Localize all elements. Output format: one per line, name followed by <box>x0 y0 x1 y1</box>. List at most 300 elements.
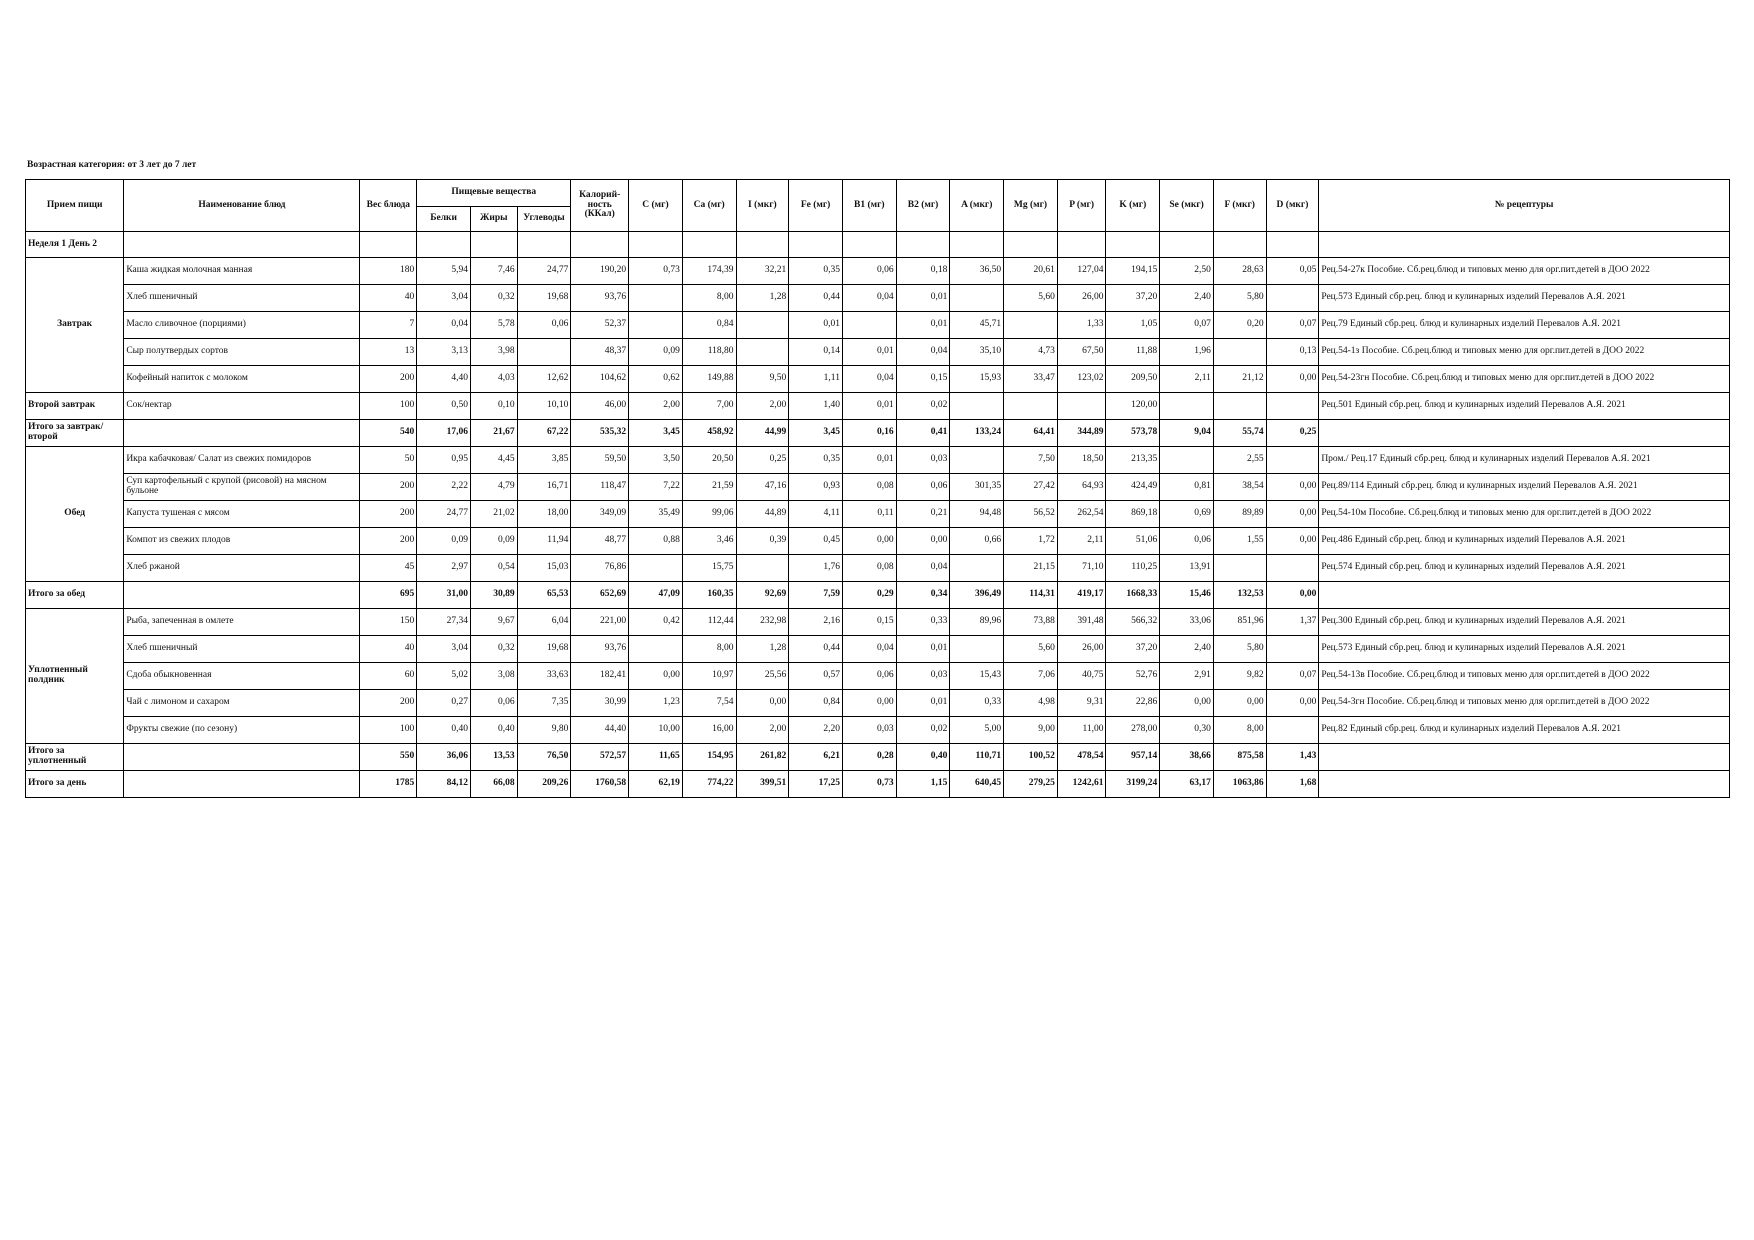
cell-f: 0,20 <box>1213 312 1266 339</box>
cell-p: 419,17 <box>1057 582 1106 609</box>
cell-a: 301,35 <box>950 474 1004 501</box>
cell-k: 52,76 <box>1106 663 1160 690</box>
cell-b2: 0,04 <box>896 339 950 366</box>
cell-mg: 5,60 <box>1004 636 1058 663</box>
cell-mg: 5,60 <box>1004 285 1058 312</box>
recipe-cell <box>1319 771 1730 798</box>
cell-b: 0,04 <box>417 312 471 339</box>
cell-k: 957,14 <box>1106 744 1160 771</box>
table-row <box>26 555 1730 582</box>
cell-c: 3,45 <box>629 420 683 447</box>
cell-ca: 8,00 <box>682 285 736 312</box>
cell-c: 0,88 <box>629 528 683 555</box>
table-row <box>26 393 1730 420</box>
cell-b: 3,04 <box>417 285 471 312</box>
cell-mg: 279,25 <box>1004 771 1058 798</box>
col-se: Se (мкг) <box>1160 180 1214 232</box>
cell-u: 65,53 <box>517 582 571 609</box>
cell-kcal: 48,37 <box>571 339 629 366</box>
cell-u: 11,94 <box>517 528 571 555</box>
cell-ca: 21,59 <box>682 474 736 501</box>
dish-name: Хлеб пшеничный <box>124 285 360 312</box>
cell-se: 0,06 <box>1160 528 1214 555</box>
cell-kcal: 572,57 <box>571 744 629 771</box>
cell-kcal: 76,86 <box>571 555 629 582</box>
cell-w: 150 <box>360 609 417 636</box>
cell-u: 15,03 <box>517 555 571 582</box>
table-row <box>26 717 1730 744</box>
recipe-cell <box>1319 582 1730 609</box>
cell-i: 261,82 <box>736 744 789 771</box>
cell-ca: 3,46 <box>682 528 736 555</box>
cell-c <box>629 312 683 339</box>
cell-b2: 0,02 <box>896 717 950 744</box>
cell-d: 1,37 <box>1266 609 1319 636</box>
cell-mg: 4,73 <box>1004 339 1058 366</box>
cell-b2: 0,21 <box>896 501 950 528</box>
col-b2: B2 (мг) <box>896 180 950 232</box>
cell-k: 3199,24 <box>1106 771 1160 798</box>
cell-u: 18,00 <box>517 501 571 528</box>
table-row <box>26 339 1730 366</box>
cell-kcal: 44,40 <box>571 717 629 744</box>
cell-se: 0,07 <box>1160 312 1214 339</box>
cell-kcal: 652,69 <box>571 582 629 609</box>
cell-b2: 0,02 <box>896 393 950 420</box>
cell-zh: 5,78 <box>470 312 517 339</box>
cell-c: 62,19 <box>629 771 683 798</box>
cell-a: 15,43 <box>950 663 1004 690</box>
col-mg: Mg (мг) <box>1004 180 1058 232</box>
cell-u: 3,85 <box>517 447 571 474</box>
table-row <box>26 474 1730 501</box>
cell-b: 5,02 <box>417 663 471 690</box>
cell-k: 1,05 <box>1106 312 1160 339</box>
cell-b2: 0,15 <box>896 366 950 393</box>
cell-fe: 0,35 <box>789 258 843 285</box>
cell-k: 209,50 <box>1106 366 1160 393</box>
total-label: Итого за обед <box>26 582 124 609</box>
col-b1: B1 (мг) <box>842 180 896 232</box>
cell-k: 37,20 <box>1106 636 1160 663</box>
cell-w: 200 <box>360 366 417 393</box>
cell-w: 180 <box>360 258 417 285</box>
cell-w: 7 <box>360 312 417 339</box>
cell-b1: 0,29 <box>842 582 896 609</box>
cell-p: 1242,61 <box>1057 771 1106 798</box>
cell-f: 5,80 <box>1213 636 1266 663</box>
col-k: K (мг) <box>1106 180 1160 232</box>
cell-a: 15,93 <box>950 366 1004 393</box>
cell-p: 18,50 <box>1057 447 1106 474</box>
col-calories: Калорий-ность (ККал) <box>571 180 629 232</box>
cell-b2: 1,15 <box>896 771 950 798</box>
cell-b2: 0,34 <box>896 582 950 609</box>
cell-b1: 0,73 <box>842 771 896 798</box>
cell-fe: 0,57 <box>789 663 843 690</box>
cell-mg: 21,15 <box>1004 555 1058 582</box>
table-row <box>26 366 1730 393</box>
cell-b1: 0,01 <box>842 339 896 366</box>
cell-b: 0,50 <box>417 393 471 420</box>
cell-u: 19,68 <box>517 636 571 663</box>
cell-f: 1,55 <box>1213 528 1266 555</box>
total-dish-cell <box>124 420 360 447</box>
cell-mg: 9,00 <box>1004 717 1058 744</box>
cell-se: 2,40 <box>1160 636 1214 663</box>
cell-ca: 112,44 <box>682 609 736 636</box>
cell-mg: 100,52 <box>1004 744 1058 771</box>
cell-zh: 0,32 <box>470 285 517 312</box>
cell-a: 396,49 <box>950 582 1004 609</box>
dish-name: Суп картофельный с крупой (рисовой) на мясном бульоне <box>124 474 360 501</box>
cell-w: 100 <box>360 717 417 744</box>
cell-i <box>736 555 789 582</box>
cell-b1: 0,08 <box>842 555 896 582</box>
cell-p: 1,33 <box>1057 312 1106 339</box>
cell-i: 0,39 <box>736 528 789 555</box>
table-row <box>26 609 1730 636</box>
cell-f <box>1213 393 1266 420</box>
cell-b2: 0,40 <box>896 744 950 771</box>
total-row <box>26 771 1730 798</box>
cell-c <box>629 285 683 312</box>
total-dish-cell <box>124 744 360 771</box>
col-nutrients: Пищевые вещества <box>417 180 571 207</box>
cell-ca: 8,00 <box>682 636 736 663</box>
cell-kcal: 93,76 <box>571 285 629 312</box>
cell-p: 11,00 <box>1057 717 1106 744</box>
cell-w: 200 <box>360 528 417 555</box>
cell-p: 67,50 <box>1057 339 1106 366</box>
cell-zh: 3,08 <box>470 663 517 690</box>
cell-b1 <box>842 312 896 339</box>
cell-i: 92,69 <box>736 582 789 609</box>
cell-zh: 13,53 <box>470 744 517 771</box>
recipe-cell: Рец.574 Единый сбр.рец. блюд и кулинарных изделий Перевалов А.Я. 2021 <box>1319 555 1730 582</box>
cell-c: 47,09 <box>629 582 683 609</box>
cell-w: 60 <box>360 663 417 690</box>
cell-d: 0,00 <box>1266 690 1319 717</box>
table-row <box>26 285 1730 312</box>
dish-name: Хлеб ржаной <box>124 555 360 582</box>
cell-k: 194,15 <box>1106 258 1160 285</box>
cell-fe: 1,11 <box>789 366 843 393</box>
cell-fe: 0,35 <box>789 447 843 474</box>
total-label: Итого за уплотненный <box>26 744 124 771</box>
cell-p: 391,48 <box>1057 609 1106 636</box>
total-label: Итого за завтрак/второй <box>26 420 124 447</box>
recipe-cell: Рец.54-23гн Пособие. Сб.рец.блюд и типовых меню для орг.пит.детей в ДОО 2022 <box>1319 366 1730 393</box>
cell-w: 1785 <box>360 771 417 798</box>
cell-kcal: 190,20 <box>571 258 629 285</box>
cell-u: 0,06 <box>517 312 571 339</box>
cell-fe: 2,16 <box>789 609 843 636</box>
cell-d <box>1266 393 1319 420</box>
cell-a: 89,96 <box>950 609 1004 636</box>
col-ca: Ca (мг) <box>682 180 736 232</box>
cell-mg: 114,31 <box>1004 582 1058 609</box>
cell-w: 540 <box>360 420 417 447</box>
cell-i: 32,21 <box>736 258 789 285</box>
cell-b2: 0,18 <box>896 258 950 285</box>
recipe-cell: Рец.501 Единый сбр.рец. блюд и кулинарных изделий Перевалов А.Я. 2021 <box>1319 393 1730 420</box>
cell-k: 110,25 <box>1106 555 1160 582</box>
cell-b1: 0,00 <box>842 690 896 717</box>
cell-se: 0,69 <box>1160 501 1214 528</box>
dish-name: Фрукты свежие (по сезону) <box>124 717 360 744</box>
cell-ca: 15,75 <box>682 555 736 582</box>
cell-b1: 0,04 <box>842 636 896 663</box>
cell-fe: 0,84 <box>789 690 843 717</box>
cell-se: 0,81 <box>1160 474 1214 501</box>
cell-b: 31,00 <box>417 582 471 609</box>
cell-kcal: 30,99 <box>571 690 629 717</box>
cell-d: 0,00 <box>1266 528 1319 555</box>
cell-b: 3,04 <box>417 636 471 663</box>
cell-a <box>950 393 1004 420</box>
cell-fe: 0,45 <box>789 528 843 555</box>
cell-se: 13,91 <box>1160 555 1214 582</box>
cell-a: 36,50 <box>950 258 1004 285</box>
cell-ca: 774,22 <box>682 771 736 798</box>
cell-p: 344,89 <box>1057 420 1106 447</box>
cell-w: 200 <box>360 474 417 501</box>
cell-p: 26,00 <box>1057 636 1106 663</box>
cell-mg: 56,52 <box>1004 501 1058 528</box>
cell-ca: 20,50 <box>682 447 736 474</box>
cell-a: 640,45 <box>950 771 1004 798</box>
cell-i: 232,98 <box>736 609 789 636</box>
cell-b: 0,40 <box>417 717 471 744</box>
cell-k: 22,86 <box>1106 690 1160 717</box>
cell-u: 6,04 <box>517 609 571 636</box>
cell-se <box>1160 393 1214 420</box>
dish-name: Икра кабачковая/ Салат из свежих помидоров <box>124 447 360 474</box>
cell-b: 4,40 <box>417 366 471 393</box>
col-weight: Вес блюда <box>360 180 417 232</box>
cell-kcal: 93,76 <box>571 636 629 663</box>
age-category: Возрастная категория: от 3 лет до 7 лет <box>27 160 197 170</box>
cell-ca: 10,97 <box>682 663 736 690</box>
cell-ca: 118,80 <box>682 339 736 366</box>
total-row <box>26 744 1730 771</box>
cell-mg: 64,41 <box>1004 420 1058 447</box>
cell-i: 0,25 <box>736 447 789 474</box>
cell-f <box>1213 555 1266 582</box>
cell-b1: 0,01 <box>842 393 896 420</box>
total-row <box>26 420 1730 447</box>
cell-ca: 0,84 <box>682 312 736 339</box>
cell-se: 2,11 <box>1160 366 1214 393</box>
recipe-cell: Рец.300 Единый сбр.рец. блюд и кулинарных изделий Перевалов А.Я. 2021 <box>1319 609 1730 636</box>
cell-b1: 0,04 <box>842 366 896 393</box>
cell-b: 0,27 <box>417 690 471 717</box>
cell-b: 24,77 <box>417 501 471 528</box>
cell-zh: 0,32 <box>470 636 517 663</box>
cell-zh: 0,54 <box>470 555 517 582</box>
cell-w: 200 <box>360 501 417 528</box>
cell-p: 71,10 <box>1057 555 1106 582</box>
cell-a: 0,33 <box>950 690 1004 717</box>
cell-f: 9,82 <box>1213 663 1266 690</box>
table-row <box>26 663 1730 690</box>
cell-w: 40 <box>360 636 417 663</box>
cell-ca: 7,54 <box>682 690 736 717</box>
cell-b1: 0,00 <box>842 528 896 555</box>
cell-f: 5,80 <box>1213 285 1266 312</box>
cell-w: 13 <box>360 339 417 366</box>
cell-i: 25,56 <box>736 663 789 690</box>
dish-name: Сыр полутвердых сортов <box>124 339 360 366</box>
cell-b: 2,97 <box>417 555 471 582</box>
cell-a <box>950 555 1004 582</box>
cell-w: 100 <box>360 393 417 420</box>
cell-fe: 0,44 <box>789 636 843 663</box>
cell-a: 94,48 <box>950 501 1004 528</box>
cell-b: 0,95 <box>417 447 471 474</box>
cell-w: 45 <box>360 555 417 582</box>
cell-se: 15,46 <box>1160 582 1214 609</box>
dish-name: Рыба, запеченная в омлете <box>124 609 360 636</box>
cell-c: 3,50 <box>629 447 683 474</box>
cell-b2: 0,01 <box>896 312 950 339</box>
cell-a <box>950 636 1004 663</box>
cell-i <box>736 339 789 366</box>
recipe-cell: Рец.54-1з Пособие. Сб.рец.блюд и типовых меню для орг.пит.детей в ДОО 2022 <box>1319 339 1730 366</box>
cell-d <box>1266 285 1319 312</box>
cell-kcal: 48,77 <box>571 528 629 555</box>
cell-zh: 4,79 <box>470 474 517 501</box>
dish-name: Сок/нектар <box>124 393 360 420</box>
cell-f: 875,58 <box>1213 744 1266 771</box>
cell-ca: 99,06 <box>682 501 736 528</box>
cell-f: 38,54 <box>1213 474 1266 501</box>
cell-d <box>1266 717 1319 744</box>
recipe-cell: Рец.54-27к Пособие. Сб.рец.блюд и типовых меню для орг.пит.детей в ДОО 2022 <box>1319 258 1730 285</box>
menu-table <box>25 179 1730 798</box>
dish-name: Сдоба обыкновенная <box>124 663 360 690</box>
cell-w: 40 <box>360 285 417 312</box>
cell-b1: 0,08 <box>842 474 896 501</box>
cell-zh: 0,10 <box>470 393 517 420</box>
dish-name: Масло сливочное (порциями) <box>124 312 360 339</box>
cell-kcal: 182,41 <box>571 663 629 690</box>
cell-d: 0,25 <box>1266 420 1319 447</box>
cell-kcal: 221,00 <box>571 609 629 636</box>
cell-u: 24,77 <box>517 258 571 285</box>
cell-d: 0,00 <box>1266 501 1319 528</box>
cell-a: 5,00 <box>950 717 1004 744</box>
dish-name: Компот из свежих плодов <box>124 528 360 555</box>
cell-c: 0,62 <box>629 366 683 393</box>
cell-mg: 4,98 <box>1004 690 1058 717</box>
cell-f: 28,63 <box>1213 258 1266 285</box>
cell-fe: 1,40 <box>789 393 843 420</box>
cell-c: 0,09 <box>629 339 683 366</box>
cell-b2: 0,01 <box>896 285 950 312</box>
cell-k: 37,20 <box>1106 285 1160 312</box>
recipe-cell: Рец.89/114 Единый сбр.рец. блюд и кулинарных изделий Перевалов А.Я. 2021 <box>1319 474 1730 501</box>
cell-kcal: 1760,58 <box>571 771 629 798</box>
cell-zh: 30,89 <box>470 582 517 609</box>
cell-zh: 4,45 <box>470 447 517 474</box>
table-row <box>26 312 1730 339</box>
meal-label: Уплотненный полдник <box>26 609 124 744</box>
cell-mg: 1,72 <box>1004 528 1058 555</box>
cell-a: 110,71 <box>950 744 1004 771</box>
cell-d: 0,07 <box>1266 663 1319 690</box>
cell-se: 1,96 <box>1160 339 1214 366</box>
cell-ca: 16,00 <box>682 717 736 744</box>
cell-zh: 0,06 <box>470 690 517 717</box>
cell-b1: 0,01 <box>842 447 896 474</box>
cell-b2: 0,41 <box>896 420 950 447</box>
cell-c: 0,73 <box>629 258 683 285</box>
cell-zh: 9,67 <box>470 609 517 636</box>
cell-b1: 0,06 <box>842 258 896 285</box>
cell-kcal: 46,00 <box>571 393 629 420</box>
col-protein: Белки <box>417 207 471 232</box>
cell-u: 19,68 <box>517 285 571 312</box>
cell-se: 9,04 <box>1160 420 1214 447</box>
col-i: I (мкг) <box>736 180 789 232</box>
cell-kcal: 349,09 <box>571 501 629 528</box>
cell-b: 84,12 <box>417 771 471 798</box>
cell-mg: 73,88 <box>1004 609 1058 636</box>
cell-u: 7,35 <box>517 690 571 717</box>
cell-b1: 0,28 <box>842 744 896 771</box>
cell-zh: 0,40 <box>470 717 517 744</box>
cell-d: 0,13 <box>1266 339 1319 366</box>
cell-u: 76,50 <box>517 744 571 771</box>
total-label: Итого за день <box>26 771 124 798</box>
cell-ca: 174,39 <box>682 258 736 285</box>
col-fe: Fe (мг) <box>789 180 843 232</box>
col-recipe: № рецептуры <box>1319 180 1730 232</box>
cell-se: 33,06 <box>1160 609 1214 636</box>
cell-w: 550 <box>360 744 417 771</box>
header-row-1 <box>26 180 1730 207</box>
cell-b: 17,06 <box>417 420 471 447</box>
cell-i: 0,00 <box>736 690 789 717</box>
cell-ca: 154,95 <box>682 744 736 771</box>
cell-fe: 0,01 <box>789 312 843 339</box>
table-row <box>26 258 1730 285</box>
cell-fe: 0,14 <box>789 339 843 366</box>
cell-se: 2,91 <box>1160 663 1214 690</box>
cell-a: 133,24 <box>950 420 1004 447</box>
cell-d <box>1266 636 1319 663</box>
cell-f: 21,12 <box>1213 366 1266 393</box>
cell-f: 132,53 <box>1213 582 1266 609</box>
cell-i <box>736 312 789 339</box>
recipe-cell: Рец.54-3гн Пособие. Сб.рец.блюд и типовых меню для орг.пит.детей в ДОО 2022 <box>1319 690 1730 717</box>
cell-i: 1,28 <box>736 285 789 312</box>
cell-ca: 7,00 <box>682 393 736 420</box>
cell-c: 0,00 <box>629 663 683 690</box>
cell-mg: 7,06 <box>1004 663 1058 690</box>
cell-k: 213,35 <box>1106 447 1160 474</box>
cell-a: 45,71 <box>950 312 1004 339</box>
cell-b1: 0,16 <box>842 420 896 447</box>
cell-p: 40,75 <box>1057 663 1106 690</box>
col-a: A (мкг) <box>950 180 1004 232</box>
cell-d: 0,00 <box>1266 366 1319 393</box>
cell-d <box>1266 447 1319 474</box>
cell-f: 1063,86 <box>1213 771 1266 798</box>
cell-b2: 0,33 <box>896 609 950 636</box>
